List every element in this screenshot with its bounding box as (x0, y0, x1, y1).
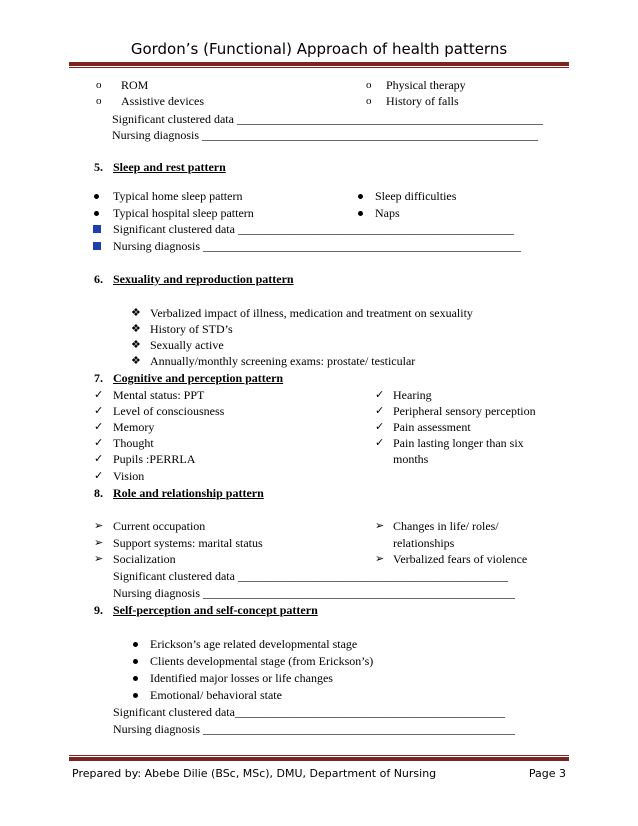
list-item-continuation: months (393, 452, 429, 466)
bullet-icon (94, 194, 99, 199)
clustered-data-line: Significant clustered data _____________________________________________ (113, 569, 508, 583)
circle-bullet-icon: o (96, 95, 102, 107)
list-item: Pain lasting longer than six (393, 436, 524, 450)
list-item: ROM (121, 78, 149, 92)
section-title: Role and relationship pattern (113, 486, 264, 500)
page-title: Gordon’s (Functional) Approach of health patterns (130, 40, 508, 58)
square-bullet-icon (93, 225, 101, 233)
arrow-bullet-icon: ➢ (375, 520, 385, 532)
arrow-bullet-icon: ➢ (94, 553, 104, 565)
bullet-icon (358, 211, 363, 216)
list-item: Current occupation (113, 519, 206, 533)
section-number: 5. (94, 160, 103, 174)
list-item: Physical therapy (386, 78, 466, 92)
list-item: Typical home sleep pattern (113, 189, 243, 203)
nursing-diagnosis-line: Nursing diagnosis _____________________________________________________ (113, 239, 521, 253)
section-title: Cognitive and perception pattern (113, 371, 284, 385)
circle-bullet-icon: o (366, 95, 372, 107)
arrow-bullet-icon: ➢ (94, 520, 104, 532)
list-item: Mental status: PPT (113, 388, 205, 402)
arrow-bullet-icon: ➢ (94, 537, 104, 549)
list-item: Assistive devices (121, 94, 204, 108)
arrow-bullet-icon: ➢ (375, 553, 385, 565)
diamond-bullet-icon: ❖ (131, 355, 141, 367)
clustered-data-line: Significant clustered data ___________________________________________________ (112, 112, 543, 126)
clustered-data-line: Significant clustered data_____________________________________________ (113, 705, 505, 719)
list-item: Identified major losses or life changes (150, 671, 333, 685)
nursing-diagnosis-line: Nursing diagnosis ________________________________________________________ (112, 128, 538, 142)
list-item: Verbalized impact of illness, medication and treatment on sexuality (150, 306, 473, 320)
list-item: Thought (113, 436, 154, 450)
clustered-data-line: Significant clustered data ______________________________________________ (113, 222, 514, 236)
list-item: Memory (113, 420, 155, 434)
section-number: 8. (94, 486, 103, 500)
section-number: 6. (94, 272, 103, 286)
list-item: Hearing (393, 388, 432, 402)
list-item: Emotional/ behavioral state (150, 688, 282, 702)
check-icon: ✓ (375, 389, 385, 401)
bullet-icon (133, 642, 138, 647)
check-icon: ✓ (94, 389, 104, 401)
list-item: Sexually active (150, 338, 224, 352)
nursing-diagnosis-line: Nursing diagnosis ____________________________________________________ (113, 722, 515, 736)
check-icon: ✓ (94, 405, 104, 417)
section-title: Sleep and rest pattern (113, 160, 226, 174)
list-item: History of STD’s (150, 322, 233, 336)
list-item: Naps (375, 206, 400, 220)
list-item: Annually/monthly screening exams: prostate/ testicular (150, 354, 416, 368)
list-item: Clients developmental stage (from Erickson’s) (150, 654, 374, 668)
section-number: 7. (94, 371, 103, 385)
square-bullet-icon (93, 242, 101, 250)
section-title: Sexuality and reproduction pattern (113, 272, 294, 286)
section-number: 9. (94, 603, 103, 617)
list-item: Erickson’s age related developmental stage (150, 637, 358, 651)
list-item: Pupils :PERRLA (113, 452, 196, 466)
list-item: Verbalized fears of violence (393, 552, 528, 566)
header-rule (69, 62, 569, 66)
footer-rule (69, 757, 569, 761)
list-item: History of falls (386, 94, 459, 108)
bullet-icon (133, 693, 138, 698)
section-title: Self-perception and self-concept pattern (113, 603, 318, 617)
list-item: Vision (113, 469, 145, 483)
page-number: Page 3 (528, 767, 566, 780)
check-icon: ✓ (94, 421, 104, 433)
circle-bullet-icon: o (366, 79, 372, 91)
footer-credit: Prepared by: Abebe Dilie (BSc, MSc), DMU, Department of Nursing (72, 767, 437, 780)
list-item: Level of consciousness (113, 404, 225, 418)
list-item: Typical hospital sleep pattern (113, 206, 254, 220)
check-icon: ✓ (375, 437, 385, 449)
list-item: Changes in life/ roles/ (393, 519, 499, 533)
check-icon: ✓ (94, 437, 104, 449)
circle-bullet-icon: o (96, 79, 102, 91)
list-item: Support systems: marital status (113, 536, 263, 550)
list-item-continuation: relationships (393, 536, 455, 550)
list-item: Socialization (113, 552, 176, 566)
nursing-diagnosis-line: Nursing diagnosis ____________________________________________________ (113, 586, 515, 600)
check-icon: ✓ (94, 453, 104, 465)
bullet-icon (358, 194, 363, 199)
diamond-bullet-icon: ❖ (131, 339, 141, 351)
check-icon: ✓ (375, 405, 385, 417)
check-icon: ✓ (94, 470, 104, 482)
list-item: Peripheral sensory perception (393, 404, 536, 418)
bullet-icon (133, 676, 138, 681)
check-icon: ✓ (375, 421, 385, 433)
header-rule-thin (69, 67, 569, 68)
diamond-bullet-icon: ❖ (131, 307, 141, 319)
list-item: Pain assessment (393, 420, 471, 434)
diamond-bullet-icon: ❖ (131, 323, 141, 335)
bullet-icon (133, 659, 138, 664)
footer-rule-thin (69, 755, 569, 756)
list-item: Sleep difficulties (375, 189, 457, 203)
bullet-icon (94, 211, 99, 216)
